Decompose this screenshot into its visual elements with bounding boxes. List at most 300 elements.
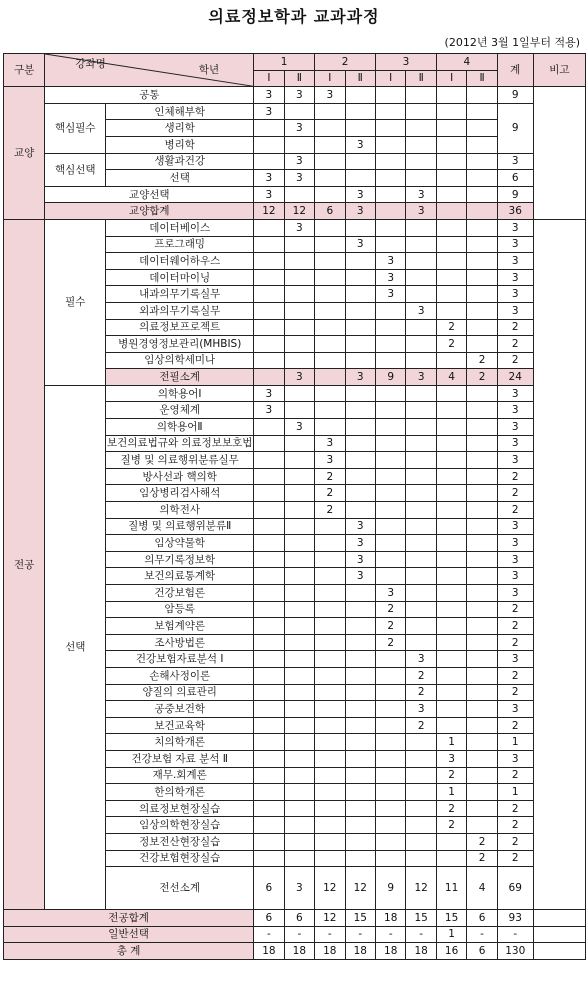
credit-cell [254,302,284,319]
credit-cell [345,269,375,286]
credit-cell [315,817,345,834]
credit-cell [467,701,497,718]
credit-cell [375,419,405,436]
credit-cell [375,136,405,153]
credit-cell [315,784,345,801]
row-total-cell: 2 [497,634,533,651]
credit-cell: 2 [436,319,466,336]
course-name: 재무.회계론 [106,767,254,784]
credit-cell [345,833,375,850]
credit-cell [254,601,284,618]
credit-cell [284,684,314,701]
credit-cell [284,585,314,602]
credit-cell [345,385,375,402]
course-name: 외과의무기록실무 [106,302,254,319]
credit-cell [375,319,405,336]
row-total-cell: 3 [497,302,533,319]
credit-cell [315,684,345,701]
row-total-cell: 3 [497,286,533,303]
credit-cell [436,684,466,701]
course-name: 의료정보현장실습 [106,800,254,817]
credit-cell [315,136,345,153]
course-name: 질병 및 의료행위분류실무 [106,452,254,469]
credit-cell [467,767,497,784]
credit-cell [345,419,375,436]
credit-cell: 2 [467,352,497,369]
credit-cell: 9 [375,369,405,386]
credit-cell [406,219,436,236]
credit-cell: 2 [375,618,405,635]
credit-cell [254,833,284,850]
credit-cell [284,336,314,353]
header-year-1: 1 [254,54,315,71]
row-total-cell: 2 [497,618,533,635]
credit-cell: 6 [254,910,284,927]
credit-cell [254,717,284,734]
course-name: 보건의료통계학 [106,568,254,585]
credit-cell [345,302,375,319]
row-total-cell: 3 [497,585,533,602]
credit-cell [315,369,345,386]
page-title: 의료정보학과 교과과정 [208,7,380,26]
credit-cell [375,750,405,767]
note-cell [533,87,585,220]
credit-cell [284,319,314,336]
credit-cell: 12 [254,203,284,220]
credit-cell: 3 [375,253,405,270]
credit-cell [284,568,314,585]
credit-cell: 3 [345,136,375,153]
credit-cell [375,684,405,701]
course-name: 인체해부학 [106,103,254,120]
credit-cell [467,419,497,436]
credit-cell [315,120,345,137]
credit-cell [345,253,375,270]
row-total-cell: 9 [497,87,533,104]
course-name: 생리학 [106,120,254,137]
credit-cell [315,319,345,336]
credit-cell [284,833,314,850]
row-total-cell: 3 [497,452,533,469]
credit-cell [467,618,497,635]
course-name: 치의학개론 [106,734,254,751]
credit-cell [254,452,284,469]
credit-cell [375,170,405,187]
group-gyoyang: 교양 [4,87,45,220]
credit-cell: 3 [406,186,436,203]
credit-cell [345,585,375,602]
credit-cell [375,236,405,253]
row-total-cell: 2 [497,485,533,502]
credit-cell [315,170,345,187]
credit-cell [345,87,375,104]
credit-cell: 12 [315,910,345,927]
credit-cell [406,319,436,336]
row-total-cell: 2 [497,319,533,336]
credit-cell: 2 [436,767,466,784]
credit-cell: - [467,926,497,943]
credit-cell [436,352,466,369]
course-name: 질병 및 의료행위분류Ⅱ [106,518,254,535]
credit-cell [375,385,405,402]
credit-cell [406,153,436,170]
credit-cell: 2 [406,717,436,734]
course-name: 보험계약론 [106,618,254,635]
credit-cell: 2 [375,601,405,618]
credit-cell [254,750,284,767]
credit-cell [254,850,284,867]
credit-cell [254,286,284,303]
credit-cell [345,485,375,502]
credit-cell [436,518,466,535]
row-total-cell: 2 [497,767,533,784]
credit-cell [467,120,497,137]
header-year-2: 2 [315,54,376,71]
credit-cell [436,236,466,253]
credit-cell: 2 [467,369,497,386]
row-total-cell: 1 [497,784,533,801]
header-sem: Ⅰ [254,70,284,87]
credit-cell [315,750,345,767]
credit-cell [284,352,314,369]
credit-cell [467,385,497,402]
credit-cell: 3 [254,186,284,203]
credit-cell: - [284,926,314,943]
credit-cell [436,452,466,469]
course-name: 공중보건학 [106,701,254,718]
credit-cell [315,568,345,585]
row-total-cell: 3 [497,750,533,767]
credit-cell [406,236,436,253]
credit-cell: 3 [254,170,284,187]
credit-cell [315,717,345,734]
credit-cell [467,286,497,303]
credit-cell [254,784,284,801]
credit-cell [284,618,314,635]
credit-cell: 3 [345,568,375,585]
table-row [4,943,586,960]
course-name: 데이터웨어하우스 [106,253,254,270]
effective-date: (2012년 3월 1일부터 적용) [444,36,580,49]
group-seontaek: 선택 [45,385,106,909]
credit-cell [284,302,314,319]
credit-cell: 4 [436,369,466,386]
credit-cell [315,518,345,535]
course-name: 조사방법론 [106,634,254,651]
credit-cell: 3 [284,867,314,910]
credit-cell [406,87,436,104]
credit-cell [254,419,284,436]
credit-cell [254,219,284,236]
credit-cell [254,468,284,485]
credit-cell [467,219,497,236]
credit-cell [375,87,405,104]
credit-cell: 3 [284,87,314,104]
row-total-cell: 9 [497,186,533,203]
credit-cell: 1 [436,784,466,801]
credit-cell [284,136,314,153]
credit-cell [436,103,466,120]
credit-cell [345,170,375,187]
credit-cell [467,817,497,834]
credit-cell [436,253,466,270]
credit-cell [436,120,466,137]
credit-cell [345,667,375,684]
credit-cell [375,651,405,668]
credit-cell [436,302,466,319]
credit-cell [467,302,497,319]
credit-cell [284,502,314,519]
credit-cell [345,634,375,651]
credit-cell [315,651,345,668]
course-name: 생활과건강 [106,153,254,170]
note-cell [533,943,585,960]
subtotal-label: 전필소계 [106,369,254,386]
credit-cell [436,551,466,568]
credit-cell: 2 [406,684,436,701]
course-name: 선택 [106,170,254,187]
credit-cell: 12 [406,867,436,910]
credit-cell [345,618,375,635]
credit-cell [406,336,436,353]
credit-cell [375,767,405,784]
credit-cell [345,817,375,834]
header-total: 계 [497,54,533,87]
row-total-cell: 2 [497,468,533,485]
credit-cell [467,717,497,734]
summary-label: 일반선택 [4,926,254,943]
credit-cell [345,601,375,618]
credit-cell [315,186,345,203]
course-name: 암등록 [106,601,254,618]
course-name: 임상의학현장실습 [106,817,254,834]
credit-cell [375,817,405,834]
credit-cell [315,253,345,270]
credit-cell [436,419,466,436]
credit-cell [254,153,284,170]
credit-cell [345,850,375,867]
credit-cell [375,468,405,485]
credit-cell [375,435,405,452]
course-name: 양질의 의료관리 [106,684,254,701]
credit-cell [315,601,345,618]
credit-cell [406,269,436,286]
credit-cell [284,103,314,120]
credit-cell [436,485,466,502]
credit-cell [375,502,405,519]
credit-cell [345,319,375,336]
credit-cell: 15 [436,910,466,927]
credit-cell [254,269,284,286]
credit-cell [467,136,497,153]
credit-cell [254,667,284,684]
credit-cell: 3 [284,153,314,170]
curriculum-table [3,53,586,960]
credit-cell: 6 [284,910,314,927]
group-jeongong: 전공 [4,219,45,909]
header-sem: Ⅱ [406,70,436,87]
row-total-cell: 2 [497,667,533,684]
credit-cell: 18 [375,943,405,960]
row-total-cell: 9 [497,103,533,153]
row-total-cell: 3 [497,419,533,436]
table-row [4,385,586,402]
course-name: 건강보험 자료 분석 Ⅱ [106,750,254,767]
credit-cell [375,336,405,353]
credit-cell: 6 [315,203,345,220]
credit-cell: 2 [436,336,466,353]
credit-cell [467,170,497,187]
credit-cell [284,750,314,767]
credit-cell [315,302,345,319]
credit-cell [254,651,284,668]
credit-cell [315,850,345,867]
credit-cell [375,734,405,751]
credit-cell [284,452,314,469]
credit-cell [467,585,497,602]
credit-cell [406,535,436,552]
credit-cell [345,502,375,519]
credit-cell [467,518,497,535]
course-name: 운영체계 [106,402,254,419]
credit-cell: 1 [436,734,466,751]
table-row [4,910,586,927]
credit-cell: 18 [345,943,375,960]
course-name: 프로그래밍 [106,236,254,253]
credit-cell: 3 [315,435,345,452]
row-total-cell: 2 [497,717,533,734]
credit-cell: 3 [284,419,314,436]
credit-cell [436,701,466,718]
credit-cell [345,103,375,120]
credit-cell [254,120,284,137]
credit-cell [436,186,466,203]
credit-cell: 2 [375,634,405,651]
credit-cell: 2 [436,817,466,834]
credit-cell [315,634,345,651]
credit-cell [436,535,466,552]
credit-cell: 4 [467,867,497,910]
credit-cell [406,502,436,519]
credit-cell [315,336,345,353]
credit-cell [467,269,497,286]
course-name: 병리학 [106,136,254,153]
credit-cell [406,120,436,137]
credit-cell [284,468,314,485]
credit-cell [254,369,284,386]
credit-cell [375,784,405,801]
credit-cell [284,784,314,801]
course-name: 보건의료법규와 의료정보보호법 [106,435,254,452]
credit-cell [467,667,497,684]
credit-cell [406,286,436,303]
credit-cell [284,551,314,568]
credit-cell [406,170,436,187]
credit-cell [375,103,405,120]
credit-cell [467,203,497,220]
credit-cell: 3 [254,385,284,402]
header-year-4: 4 [436,54,497,71]
credit-cell [254,535,284,552]
credit-cell [315,236,345,253]
row-total-cell: 3 [497,385,533,402]
credit-cell [345,286,375,303]
row-total-cell: 3 [497,269,533,286]
course-name: 보건교육학 [106,717,254,734]
credit-cell: 12 [315,867,345,910]
note-cell [533,910,585,927]
credit-cell [467,734,497,751]
credit-cell: 3 [406,369,436,386]
table-row [4,87,586,104]
credit-cell [254,435,284,452]
credit-cell [436,87,466,104]
credit-cell [284,435,314,452]
credit-cell [284,717,314,734]
credit-cell [467,435,497,452]
row-total-cell: 3 [497,236,533,253]
credit-cell [467,452,497,469]
credit-cell: 15 [345,910,375,927]
row-total-cell: 3 [497,253,533,270]
credit-cell [284,667,314,684]
header-year-3: 3 [375,54,436,71]
credit-cell [406,468,436,485]
row-total-cell: 2 [497,352,533,369]
credit-cell [345,750,375,767]
credit-cell [345,800,375,817]
credit-cell [436,402,466,419]
row-total-cell: 69 [497,867,533,910]
course-name: 건강보험자료분석 Ⅰ [106,651,254,668]
credit-cell [375,717,405,734]
row-total-cell: 2 [497,502,533,519]
row-total-cell: 3 [497,568,533,585]
credit-cell [436,502,466,519]
row-total-cell: 130 [497,943,533,960]
credit-cell [345,219,375,236]
credit-cell [375,667,405,684]
credit-cell [406,435,436,452]
credit-cell [406,601,436,618]
credit-cell [375,833,405,850]
credit-cell [284,253,314,270]
credit-cell [406,253,436,270]
credit-cell [436,601,466,618]
credit-cell [375,535,405,552]
row-total-cell: 2 [497,336,533,353]
credit-cell [284,286,314,303]
credit-cell [406,800,436,817]
credit-cell [406,618,436,635]
course-name: 건강보험현장실습 [106,850,254,867]
credit-cell [345,717,375,734]
credit-cell [315,103,345,120]
credit-cell: 3 [345,203,375,220]
credit-cell: 3 [345,535,375,552]
credit-cell: 3 [284,219,314,236]
credit-cell [406,750,436,767]
course-name: 임상병리검사해석 [106,485,254,502]
credit-cell [406,784,436,801]
credit-cell [254,701,284,718]
credit-cell [315,352,345,369]
credit-cell [284,734,314,751]
credit-cell [345,153,375,170]
credit-cell [375,518,405,535]
header-sem: Ⅱ [467,70,497,87]
credit-cell [254,585,284,602]
